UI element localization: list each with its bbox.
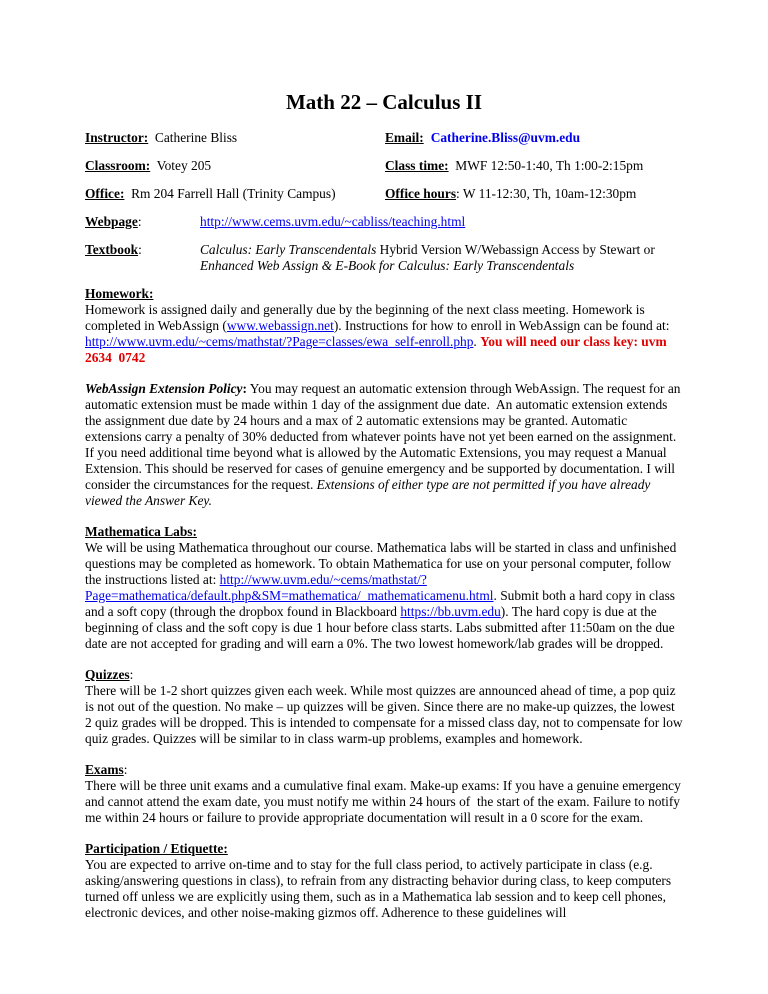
webassign-link[interactable]: www.webassign.net — [226, 318, 334, 333]
textbook-field — [85, 242, 200, 274]
quizzes-heading-line — [85, 667, 683, 683]
office-label: Office: — [85, 186, 125, 201]
textbook-mid-text: Hybrid Version W/Webassign Access by Stewart or — [376, 242, 655, 257]
classroom-label: Classroom: — [85, 158, 151, 173]
quizzes-paragraph — [85, 683, 686, 747]
info-row-office-officehours — [85, 186, 683, 202]
extension-policy-section — [85, 381, 683, 509]
office-hours-label: Office hours — [385, 186, 457, 201]
participation-heading: Participation / Etiquette: — [85, 841, 228, 856]
email-field — [385, 130, 683, 146]
class-time-value: MWF 12:50-1:40, Th 1:00-2:15pm — [448, 158, 644, 173]
webpage-colon: : — [137, 214, 142, 229]
exams-heading: Exams — [85, 762, 124, 777]
mathematica-download-link[interactable]: http://www.uvm.edu/~cems/mathstat/?Page=mathematica/default.php&SM=mathematica/_mathematicamenu.html — [85, 572, 494, 603]
quizzes-heading: Quizzes — [85, 667, 130, 682]
office-field — [85, 186, 385, 202]
participation-body: You are expected to arrive on-time and to stay for the full class period, to actively participate in class (e.g. asking/answering questions in class), to refrain from any distracting behavior during class, to keep computers turned off unless we are explicitly using them, such as in a Mathematica lab session and to keep cell phones, electronic devices, and other noise-making gizmos off. Adherence to these guidelines will — [85, 857, 675, 920]
enroll-link[interactable]: http://www.uvm.edu/~cems/mathstat/?Page=classes/ewa_self-enroll.php — [85, 334, 474, 349]
participation-heading-line — [85, 841, 683, 857]
mathematica-text-3: ). The hard copy is due at the beginning of class and the soft copy is due 1 hour before class starts. Labs submitted after 11:50am on the due date are not accepted for grading and will earn a 0%. The two lowest homework/lab grades will be dropped. — [85, 604, 679, 651]
mathematica-text-1: We will be using Mathematica throughout our course. Mathematica labs will be started in class and unfinished questions may be completed as homework. To obtain Mathematica for use on your personal computer, follow the instructions listed at: — [85, 540, 680, 587]
textbook-title-1: Calculus: Early Transcendentals — [200, 242, 377, 257]
exams-colon: : — [123, 762, 128, 777]
exams-heading-line — [85, 762, 683, 778]
classroom-field — [85, 158, 385, 174]
office-hours-value: : W 11-12:30, Th, 10am-12:30pm — [456, 186, 637, 201]
office-value: Rm 204 Farrell Hall (Trinity Campus) — [124, 186, 336, 201]
participation-paragraph — [85, 857, 683, 921]
webpage-row — [85, 214, 683, 230]
webpage-field — [85, 214, 200, 230]
mathematica-heading-line — [85, 524, 683, 540]
homework-section — [85, 286, 683, 366]
homework-text-3: . — [473, 334, 481, 349]
mathematica-text-2: . Submit both a hard copy in class and a soft copy (through the dropbox found in Blackboard — [85, 588, 679, 619]
info-row-classroom-classtime — [85, 158, 683, 174]
textbook-value — [200, 242, 683, 274]
textbook-label: Textbook — [85, 242, 139, 257]
extension-policy-note: Extensions of either type are not permitted if you have already viewed the Answer Key. — [85, 477, 654, 508]
office-hours-field — [385, 186, 683, 202]
document-title: Math 22 – Calculus II — [285, 90, 483, 114]
instructor-label: Instructor: — [85, 130, 149, 145]
extension-policy-heading: WebAssign Extension Policy — [85, 381, 243, 396]
homework-heading-line — [85, 286, 683, 302]
mathematica-paragraph — [85, 540, 683, 652]
quizzes-body: There will be 1-2 short quizzes given each week. While most quizzes are announced ahead of time, a pop quiz is not out of the question. No make – up quizzes will be given. Since there are no make-up quizzes, the lowest 2 quiz grades will be dropped. This is intended to compensate for a missed class day, not to compensate for low quiz grades. Quizzes will be similar to in class warm-up problems, examples and homework. — [85, 683, 686, 746]
extension-policy-paragraph — [85, 381, 683, 509]
class-time-label: Class time: — [385, 158, 449, 173]
webpage-value — [200, 214, 683, 230]
quizzes-colon: : — [129, 667, 134, 682]
mathematica-section — [85, 524, 683, 652]
extension-policy-colon: : — [242, 381, 247, 396]
exams-section — [85, 762, 683, 826]
webpage-label: Webpage — [85, 214, 138, 229]
exams-paragraph — [85, 778, 683, 826]
mathematica-heading: Mathematica Labs: — [85, 524, 197, 539]
homework-paragraph — [85, 302, 683, 366]
textbook-row — [85, 242, 683, 274]
email-link[interactable]: Catherine.Bliss@uvm.edu — [430, 130, 581, 145]
quizzes-section — [85, 667, 686, 747]
instructor-field — [85, 130, 385, 146]
email-label: Email: — [385, 130, 424, 145]
participation-section — [85, 841, 683, 921]
teaching-page-link[interactable]: http://www.cems.uvm.edu/~cabliss/teaching.html — [200, 214, 466, 229]
info-row-instructor-email — [85, 130, 683, 146]
classroom-value: Votey 205 — [150, 158, 212, 173]
class-time-field — [385, 158, 683, 174]
class-key-text: You will need our class key: uvm 2634 0742 — [85, 334, 670, 365]
exams-body: There will be three unit exams and a cumulative final exam. Make-up exams: If you have a genuine emergency and cannot attend the exam date, you must notify me within 24 hours of the start of the exam. Failure to notify me within 24 hours or failure to provide appropriate documentation will result in a 0 score for the exam. — [85, 778, 685, 825]
textbook-colon: : — [138, 242, 142, 257]
homework-text-2: ). Instructions for how to enroll in WebAssign can be found at: — [333, 318, 673, 333]
extension-policy-body: You may request an automatic extension through WebAssign. The request for an automatic extension must be made within 1 day of the assignment due date. An automatic extension extends the assignment due date by 24 hours and a max of 2 automatic extensions may be granted. Automatic extensions carry a penalty of 30% deducted from whatever points have not yet been earned on the assignment. If you need additional time beyond what is allowed by the Automatic Extensions, you may request a Manual Extension. This should be reserved for cases of genuine emergency and be supported by documentation. I will consider the circumstances for the request. — [85, 381, 684, 492]
instructor-value: Catherine Bliss — [148, 130, 238, 145]
blackboard-link[interactable]: https://bb.uvm.edu — [400, 604, 501, 619]
textbook-title-2: Enhanced Web Assign & E-Book for Calculus: Early Transcendentals — [200, 258, 575, 273]
homework-text-1: Homework is assigned daily and generally due by the beginning of the next class meeting. Homework is completed in WebAssign ( — [85, 302, 649, 333]
homework-heading: Homework: — [85, 286, 154, 301]
